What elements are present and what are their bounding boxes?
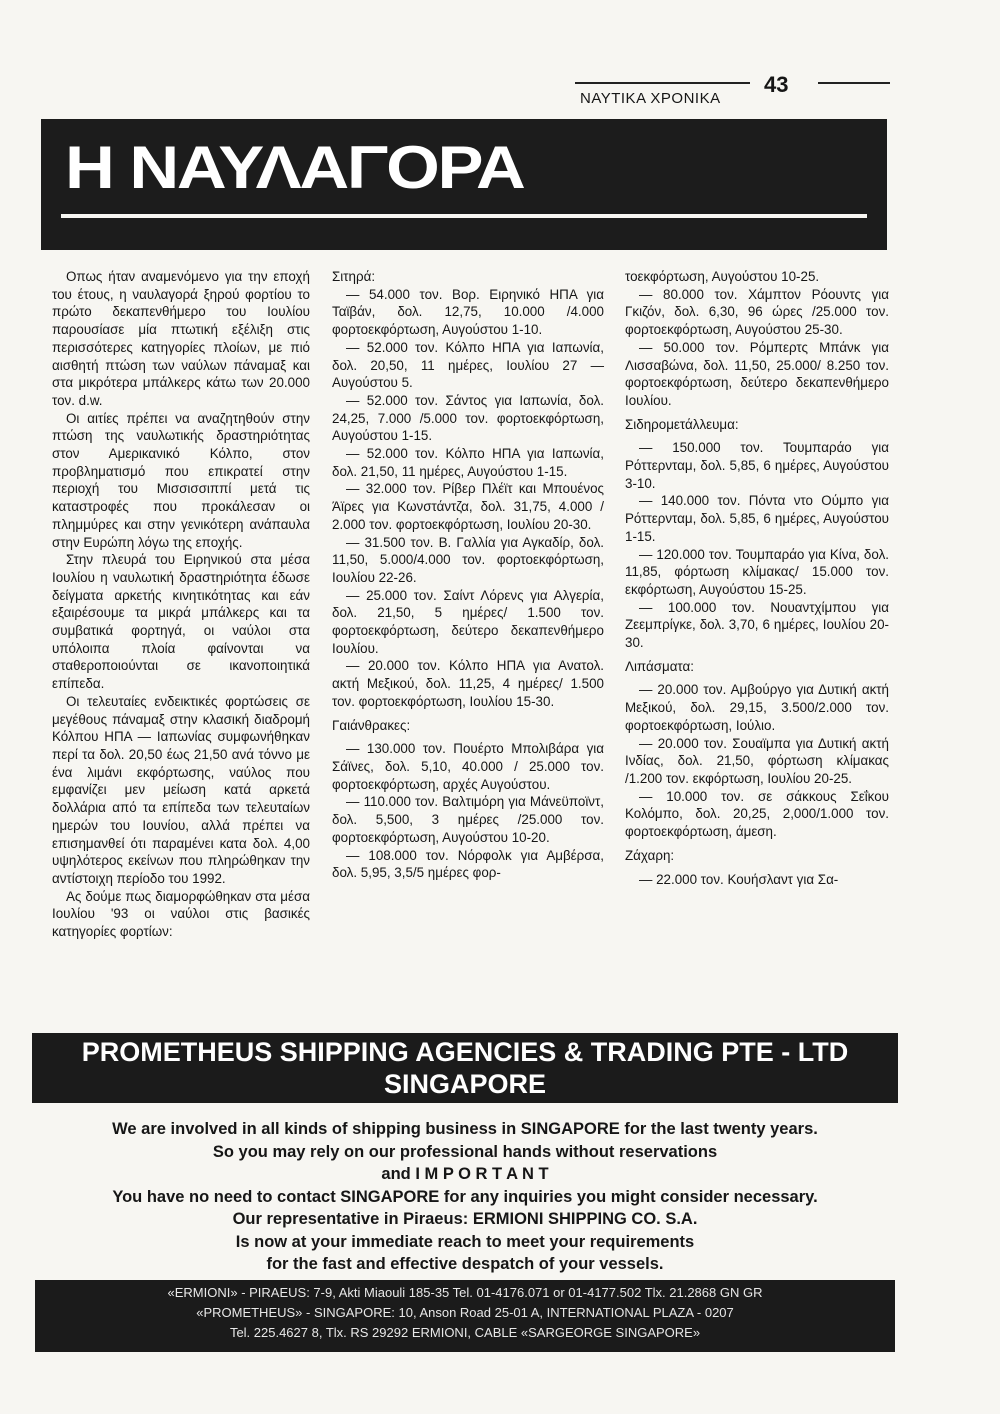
advertisement-header (32, 1033, 898, 1103)
advertisement-body (40, 1118, 890, 1276)
ad-location: SINGAPORE (383, 1069, 547, 1099)
header-rule-right (818, 82, 890, 84)
banner-rule (61, 214, 867, 218)
article-paragraph: Οπως ήταν αναμενόμενο για την εποχή του έτους, η ναυλαγορά ξηρού φορτίου το πρώτο δεκαπενθήμερο του Ιουλίου παρουσίασε μία πτωτική εξέλιξη στις περισσότερες κατηγορίες πλοίων, με πιό αισθητή πτώση των ναύλων πάναμαξ και στα μικρότερα μπάλκερς κάτω των 20.000 τον. d.w. (52, 269, 310, 408)
fixture-entry: — 100.000 τον. Νουαντχίμπου για Ζεεμπρίγκε, δολ. 3,70, 6 ημέρες, Ιουλίου 20-30. (625, 599, 889, 651)
fixture-entry: — 20.000 τον. Αμβούργο για Δυτική ακτή Μεξικού, δολ. 29,15, 3.500/2.000 τον. φορτοεκφόρτωση, Ιούλιο. (625, 682, 889, 733)
category-heading: Γαιάνθρακες: (332, 717, 411, 733)
ad-line: Is now at your immediate reach to meet your requirements (235, 1232, 695, 1251)
ad-line: and I M P O R T A N T (381, 1165, 549, 1183)
fixture-entry: — 22.000 τον. Κουήσλαντ για Σα- (639, 871, 839, 887)
page-number: 43 (764, 72, 789, 97)
section-title: Η ΝΑΥΛΑΓΟΡΑ (65, 134, 524, 201)
fixture-entry: — 150.000 τον. Τουμπαράο για Ρόττερνταμ, δολ. 5,85, 6 ημέρες, Αυγούστου 3-10. (625, 440, 889, 491)
fixture-entry: — 140.000 τον. Πόντα ντο Ούμπο για Ρόττερνταμ, δολ. 5,85, 6 ημέρες, Αυγούστου 1-15. (625, 493, 889, 544)
fixture-entry: — 120.000 τον. Τουμπαράο για Κίνα, δολ. 11,85, φόρτωση κλίμακας/ 15.000 τον. εκφόρτωση, Αυγούστου 15-25. (625, 546, 889, 597)
ad-line: We are involved in all kinds of shipping business in SINGAPORE for the last twenty years. (112, 1120, 818, 1138)
fixture-entry: — 32.000 τον. Ρίβερ Πλέϊτ και Μπουένος Άϊρες για Κωνστάντζα, δολ. 31,75, 4.000 / 2.000 τον. φορτοεκφόρτωση, Ιουλίου 20-30. (332, 481, 604, 532)
fixture-entry: — 20.000 τον. Σουαϊμπα για Δυτική ακτή Ινδίας, δολ. 21,50, φόρτωση κλίμακας /1.200 τον. εκφόρτωση, Ιουλίου 20-25. (625, 735, 889, 786)
contact-line: «ERMIONI» - PIRAEUS: 7-9, Akti Miaouli 185-35 Tel. 01-4176.071 or 01-4177.502 Tlx. 21.2868 GN GR (167, 1285, 763, 1300)
contact-line: Tel. 225.4627 8, Tlx. RS 29292 ERMIONI, CABLE «SARGEORGE SINGAPORE» (229, 1325, 701, 1340)
article-paragraph: Στην πλευρά του Ειρηνικού στα μέσα Ιουλίου η ναυλωτική δραστηριότητα έδωσε δείγματα αρκετής κινητικότητας και εάν εξαιρέσουμε τα μικρά μπάλκερς και τα συμβατικά φορτηγά, οι ναύλοι στα υπόλοιπα πλοία φαίνονται να σταθεροποιούνται σε ικανοποιητικά επίπεδα. (52, 552, 310, 692)
fixture-entry: — 108.000 τον. Νόρφολκ για Αμβέρσα, δολ. 5,95, 3,5/5 ημέρες φορ- (332, 847, 604, 881)
category-heading: Σιδηρομετάλλευμα: (625, 416, 739, 432)
ad-company-name: PROMETHEUS SHIPPING AGENCIES & TRADING PTE - LTD (81, 1037, 849, 1067)
ad-contact-box (35, 1280, 895, 1352)
article-paragraph: Ας δούμε πως διαμορφώθηκαν στα μέσα Ιουλίου '93 οι ναύλοι στις βασικές κατηγορίες φορτίων: (52, 888, 310, 940)
article-column-3 (625, 268, 889, 888)
fixture-entry: — 110.000 τον. Βαλτιμόρη για Μάνεϋποϊντ, δολ. 5,500, 3 ημέρες /25.000 τον. φορτοεκφόρτωση, Αυγούστου 10-20. (332, 794, 604, 845)
fixture-entry: — 52.000 τον. Κόλπο ΗΠΑ για Ιαπωνία, δολ. 20,50, 11 ημέρες, Ιουλίου 27 — Αυγούστου 5. (332, 339, 604, 391)
header-rule-left (575, 82, 750, 84)
ad-line: You have no need to contact SINGAPORE for any inquiries you might consider necessary. (112, 1187, 818, 1206)
fixture-entry: — 25.000 τον. Σαίντ Λόρενς για Αλγερία, δολ. 21,50, 5 ημέρες/ 1.500 τον. φορτοεκφόρτωση, δεύτερο δεκαπενθήμερο Ιουλίου. (332, 587, 604, 656)
fixture-entry: — 20.000 τον. Κόλπο ΗΠΑ για Ανατολ. ακτή Μεξικού, δολ. 11,25, 4 ημέρες/ 1.500 τον. φορτοεκφόρτωση, Ιουλίου 15-30. (332, 658, 604, 709)
fixture-entry: — 52.000 τον. Σάντος για Ιαπωνία, δολ. 24,25, 7.000 /5.000 τον. φορτοεκφόρτωση, Αυγούστου 1-15. (332, 392, 604, 444)
article-paragraph: Οι τελευταίες ενδεικτικές φορτώσεις σε μεγέθους πάναμαξ στην κλασική διαδρομή Κόλπου ΗΠΑ — Ιαπωνίας συμφωνήθηκαν περί τα δολ. 20,50 έως 21,50 ανά τόννο με ένα λιμάνι εκφόρτωσης, ναύλος που εμφανίζει μεν μείωση κατά αρκετά δολλάρια από τα επίπεδα των τελευταίων ημερών του Ιουνίου, αλλά πρέπει να επισημανθεί ότι παραμένει κατα δολ. 4,00 υψηλότερος εκείνων που πληρώθηκαν την αντίστοιχη περίοδο του 1992. (52, 693, 310, 886)
ad-line: for the fast and effective despatch of your vessels. (266, 1255, 664, 1273)
publication-name: ΝΑΥΤΙΚΑ ΧΡΟΝΙΚΑ (580, 90, 721, 107)
fixture-entry: — 52.000 τον. Κόλπο ΗΠΑ για Ιαπωνία, δολ. 21,50, 11 ημέρες, Αυγούστου 1-15. (332, 446, 604, 479)
fixture-entry: — 10.000 τον. σε σάκκους Σεΐκου Κολόμπο, δολ. 20,25, 2,000/1.000 τον. φορτοεκφόρτωση, άμεση. (625, 788, 889, 840)
fixture-entry: — 80.000 τον. Χάμπτον Ρόουντς για Γκιζόν, δολ. 6,30, 96 ώρες /25.000 τον. φορτοεκφόρτωση, Αυγούστου 25-30. (625, 286, 889, 338)
fixture-entry-continued: τοεκφόρτωση, Αυγούστου 10-25. (625, 269, 820, 284)
article-column-2 (332, 268, 604, 882)
fixture-entry: — 50.000 τον. Ρόμπερτς Μπάνκ για Λισσαβώνα, δολ. 11,50, 25.000/ 8.250 τον. φορτοεκφόρτωση, δεύτερο δεκαπενθήμερο Ιουλίου. (625, 339, 889, 408)
article-paragraph: Οι αιτίες πρέπει να αναζητηθούν στην πτώση της ναυλωτικής δραστηριότητας στον Αμερικανικό Κόλπο, στον προβληματισμό που επικρατεί στην περιοχή του Μισσισσιππί μετά τις καταστροφές που προκάλεσαν οι πλημμύρες και στην γενικότερη ανάπαυλα στην Ευρώπη λόγω της εποχής. (52, 410, 310, 550)
ad-line: Our representative in Piraeus: ERMIONI SHIPPING CO. S.A. (232, 1210, 698, 1228)
section-banner (41, 119, 887, 250)
category-heading: Σιτηρά: (332, 269, 376, 284)
fixture-entry: — 54.000 τον. Βορ. Ειρηνικό ΗΠΑ για Ταϊβάν, δολ. 12,75, 10.000 /4.000 φορτοεκφόρτωση, Αυγούστου 1-10. (332, 286, 604, 338)
contact-line: «PROMETHEUS» - SINGAPORE: 10, Anson Road 25-01 A, INTERNATIONAL PLAZA - 0207 (196, 1305, 734, 1320)
fixture-entry: — 31.500 τον. Β. Γαλλία για Αγκαδίρ, δολ. 11,50, 5.000/4.000 τον. φορτοεκφόρτωση, Ιουλίου 22-26. (332, 534, 604, 585)
category-heading: Λιπάσματα: (625, 658, 694, 674)
article-column-1 (52, 268, 310, 941)
category-heading: Ζάχαρη: (625, 847, 675, 863)
fixture-entry: — 130.000 τον. Πουέρτο Μπολιβάρα για Σάϊνες, δολ. 5,10, 40.000 / 25.000 τον. φορτοεκφόρτωση, αρχές Αυγούστου. (332, 741, 604, 792)
ad-line: So you may rely on our professional hands without reservations (212, 1142, 718, 1161)
